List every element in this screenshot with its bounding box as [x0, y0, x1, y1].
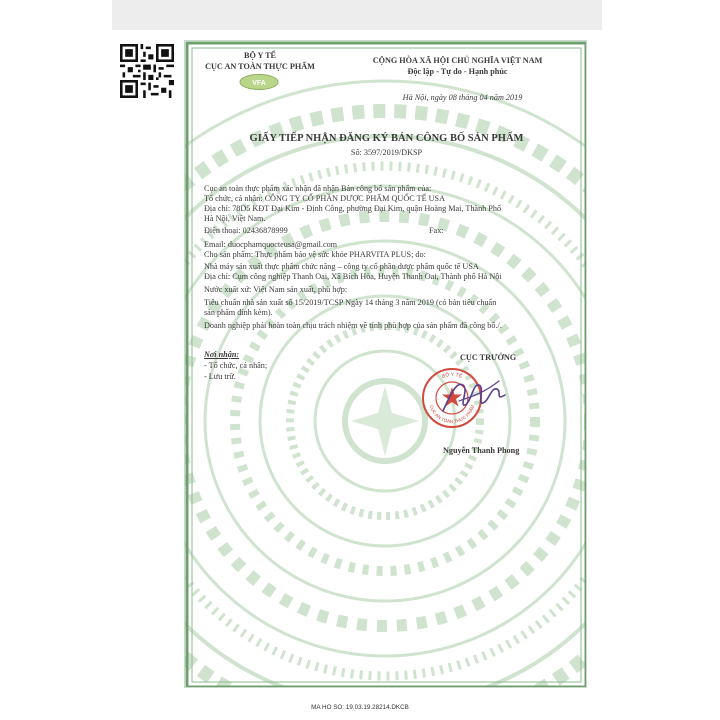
signer-name: Nguyễn Thanh Phong: [443, 446, 520, 455]
svg-text:CỤC AN TOÀN THỰC PHẨM: CỤC AN TOÀN THỰC PHẨM: [428, 404, 476, 425]
top-gray-band: [112, 0, 602, 30]
fax-line: Fax:: [429, 226, 444, 235]
document-number: Số: 3597/2019/DKSP: [350, 148, 423, 157]
address-line-2: Hà Nội, Việt Nam.: [204, 214, 266, 223]
factory-address-line: Địa chỉ: Cụm công nghiệp Thanh Oai, Xã Bích Hòa, Huyện Thanh Oai, Thành phố Hà Nội: [204, 272, 502, 281]
agency-name: CỤC AN TOÀN THỰC PHẨM: [205, 62, 315, 71]
standard-line-2: sản phẩm đính kèm).: [204, 308, 273, 317]
phone-line: Điện thoại: 02436878999: [204, 226, 288, 235]
certificate-document: [184, 40, 587, 688]
recipient-item-1: - Tổ chức, cá nhân;: [204, 361, 268, 370]
document-title: GIẤY TIẾP NHẬN ĐĂNG KÝ BẢN CÔNG BỐ SẢN PHẨM: [249, 133, 524, 144]
responsibility-line: Doanh nghiệp phải hoàn toàn chịu trách nhiệm về tính phù hợp của sản phẩm đã công bố./.: [204, 321, 502, 330]
standard-line-1: Tiêu chuẩn nhà sản xuất số 15/2019/TCSP Ngày 14 tháng 3 năm 2019 (có bản tiêu chuẩn: [204, 298, 497, 307]
republic-name: CỘNG HÒA XÃ HỘI CHỦ NGHĨA VIỆT NAM: [372, 56, 543, 65]
recipient-item-2: - Lưu trữ.: [204, 372, 236, 381]
dossier-number-footer: MA HO SO: 19.03.19.28214.DKCB: [311, 704, 409, 711]
signer-position: CỤC TRƯỞNG: [460, 353, 517, 362]
origin-line: Nước xuất xứ: Việt Nam sản xuất, phù hợp:: [204, 285, 348, 294]
manufacturer-line: Nhà máy sản xuất thực phẩm chức năng – công ty cổ phần dược phẩm quốc tế USA: [204, 262, 479, 271]
organization-line: Tổ chức, cá nhân: CÔNG TY CỔ PHẦN DƯỢC PHẨM QUỐC TẾ USA: [204, 194, 446, 203]
handwritten-signature-icon: [439, 371, 509, 421]
ministry-name: BỘ Y TẾ: [243, 51, 276, 60]
product-line: Cho sản phẩm: Thực phẩm bảo vệ sức khỏe PHARVITA PLUS; do:: [204, 250, 426, 259]
intro-line: Cục an toàn thực phẩm xác nhận đã nhận Bản công bố sản phẩm của:: [204, 184, 432, 193]
svg-text:BỘ Y TẾ: BỘ Y TẾ: [441, 371, 463, 380]
address-line-1: Địa chỉ: 78D5 KĐT Đại Kim - Định Công, phường Đại Kim, quận Hoàng Mai, Thành Phố: [204, 204, 502, 213]
date-line: Hà Nội, ngày 08 tháng 04 năm 2019: [402, 93, 523, 102]
svg-text:VFA: VFA: [252, 80, 266, 87]
national-motto: Độc lập - Tự do - Hạnh phúc: [407, 67, 508, 76]
qr-code: [120, 44, 174, 98]
vfa-logo-icon: [238, 73, 280, 91]
recipients-heading: Nơi nhận:: [204, 350, 240, 359]
email-line: Email: duocphamquocteusa@gmail.com: [204, 240, 338, 249]
